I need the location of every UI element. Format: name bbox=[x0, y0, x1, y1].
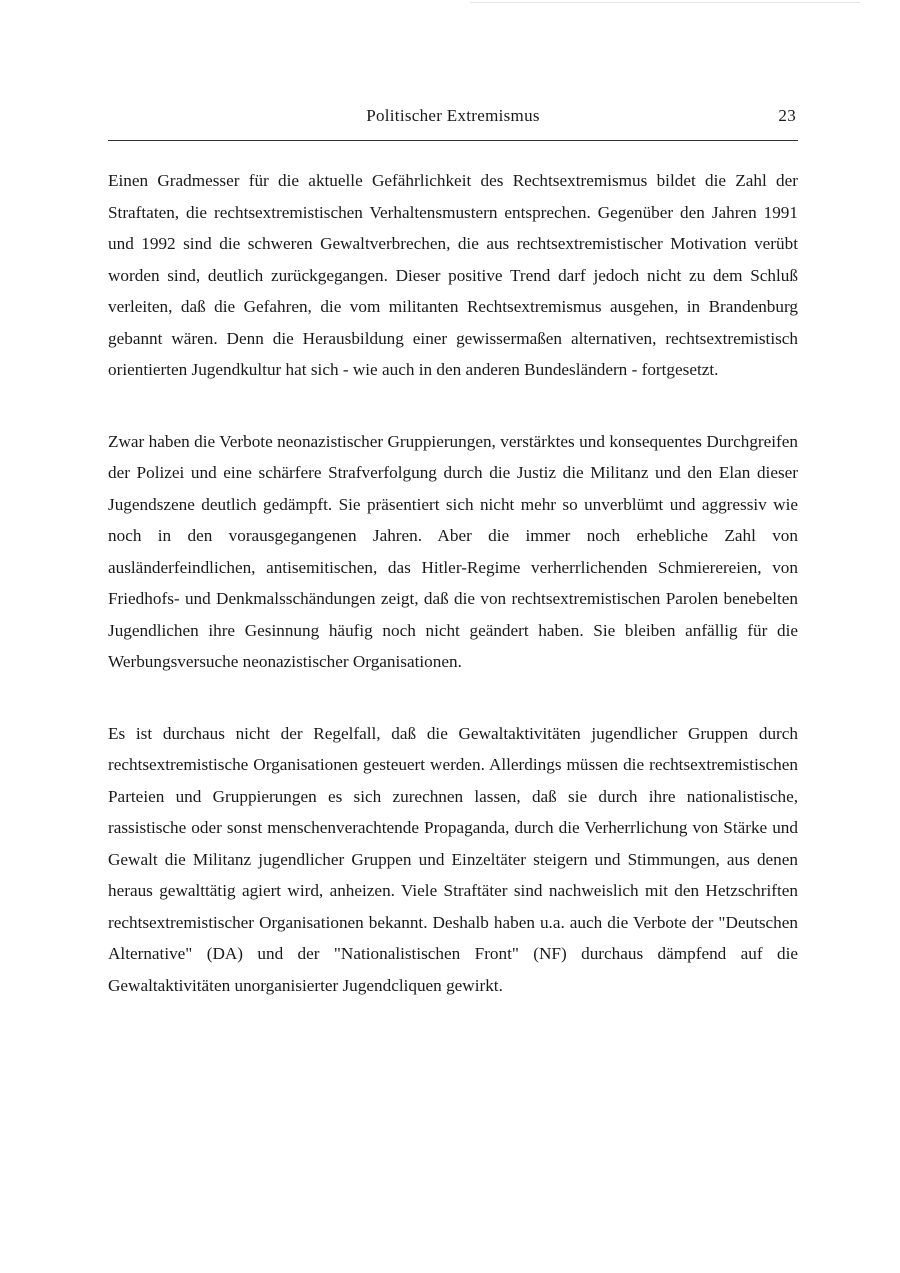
page-number: 23 bbox=[778, 106, 796, 125]
header-rule bbox=[108, 140, 798, 141]
paragraph-1: Einen Gradmesser für die aktuelle Gefährlichkeit des Rechtsextremismus bildet die Zahl der Straftaten, die rechtsextremistischen Verhaltensmustern entsprechen. Gegenüber den Jahren 1991 und 1992 sind die schweren Gewaltverbrechen, die aus rechtsextremistischer Motivation verübt worden sind, deutlich zurückgegangen. Dieser positive Trend darf jedoch nicht zu dem Schluß verleiten, daß die Gefahren, die vom militanten Rechtsextremismus ausgehen, in Brandenburg gebannt wären. Denn die Herausbildung einer gewissermaßen alternativen, rechtsextremistisch orientierten Jugendkultur hat sich - wie auch in den anderen Bundesländern - fortgesetzt. bbox=[108, 171, 798, 379]
scan-edge-line bbox=[470, 2, 860, 3]
running-header bbox=[108, 100, 798, 130]
paragraph-2: Zwar haben die Verbote neonazistischer Gruppierungen, verstärktes und konsequentes Durchgreifen der Polizei und eine schärfere Strafverfolgung durch die Justiz die Militanz und den Elan dieser Jugendszene deutlich gedämpft. Sie präsentiert sich nicht mehr so unverblümt und aggressiv wie noch in den vorausgegangenen Jahren. Aber die immer noch erhebliche Zahl von ausländerfeindlichen, antisemitischen, das Hitler-Regime verherrlichenden Schmierereien, von Friedhofs- und Denkmalsschändungen zeigt, daß die von rechtsextremistischen Parolen benebelten Jugendlichen ihre Gesinnung häufig noch nicht geändert haben. Sie bleiben anfällig für die Werbungsversuche neonazistischer Organisationen. bbox=[108, 431, 798, 671]
document-page bbox=[108, 100, 798, 1041]
paragraph-3: Es ist durchaus nicht der Regelfall, daß die Gewaltaktivitäten jugendlicher Gruppen durch rechtsextremistische Organisationen gesteuert werden. Allerdings müssen die rechtsextremistischen Parteien und Gruppierungen es sich zurechnen lassen, daß sie durch ihre nationalistische, rassistische oder sonst menschenverachtende Propaganda, durch die Verherrlichung von Stärke und Gewalt die Militanz jugendlicher Gruppen und Einzeltäter steigern und Stimmungen, aus denen heraus gewalttätig agiert wird, anheizen. Viele Straftäter sind nachweislich mit den Hetzschriften rechtsextremistischer Organisationen bekannt. Deshalb haben u.a. auch die Verbote der "Deutschen Alternative" (DA) und der "Nationalistischen Front" (NF) durchaus dämpfend auf die Gewaltaktivitäten unorganisierter Jugendcliquen gewirkt. bbox=[108, 723, 798, 995]
header-title: Politischer Extremismus bbox=[366, 106, 540, 125]
